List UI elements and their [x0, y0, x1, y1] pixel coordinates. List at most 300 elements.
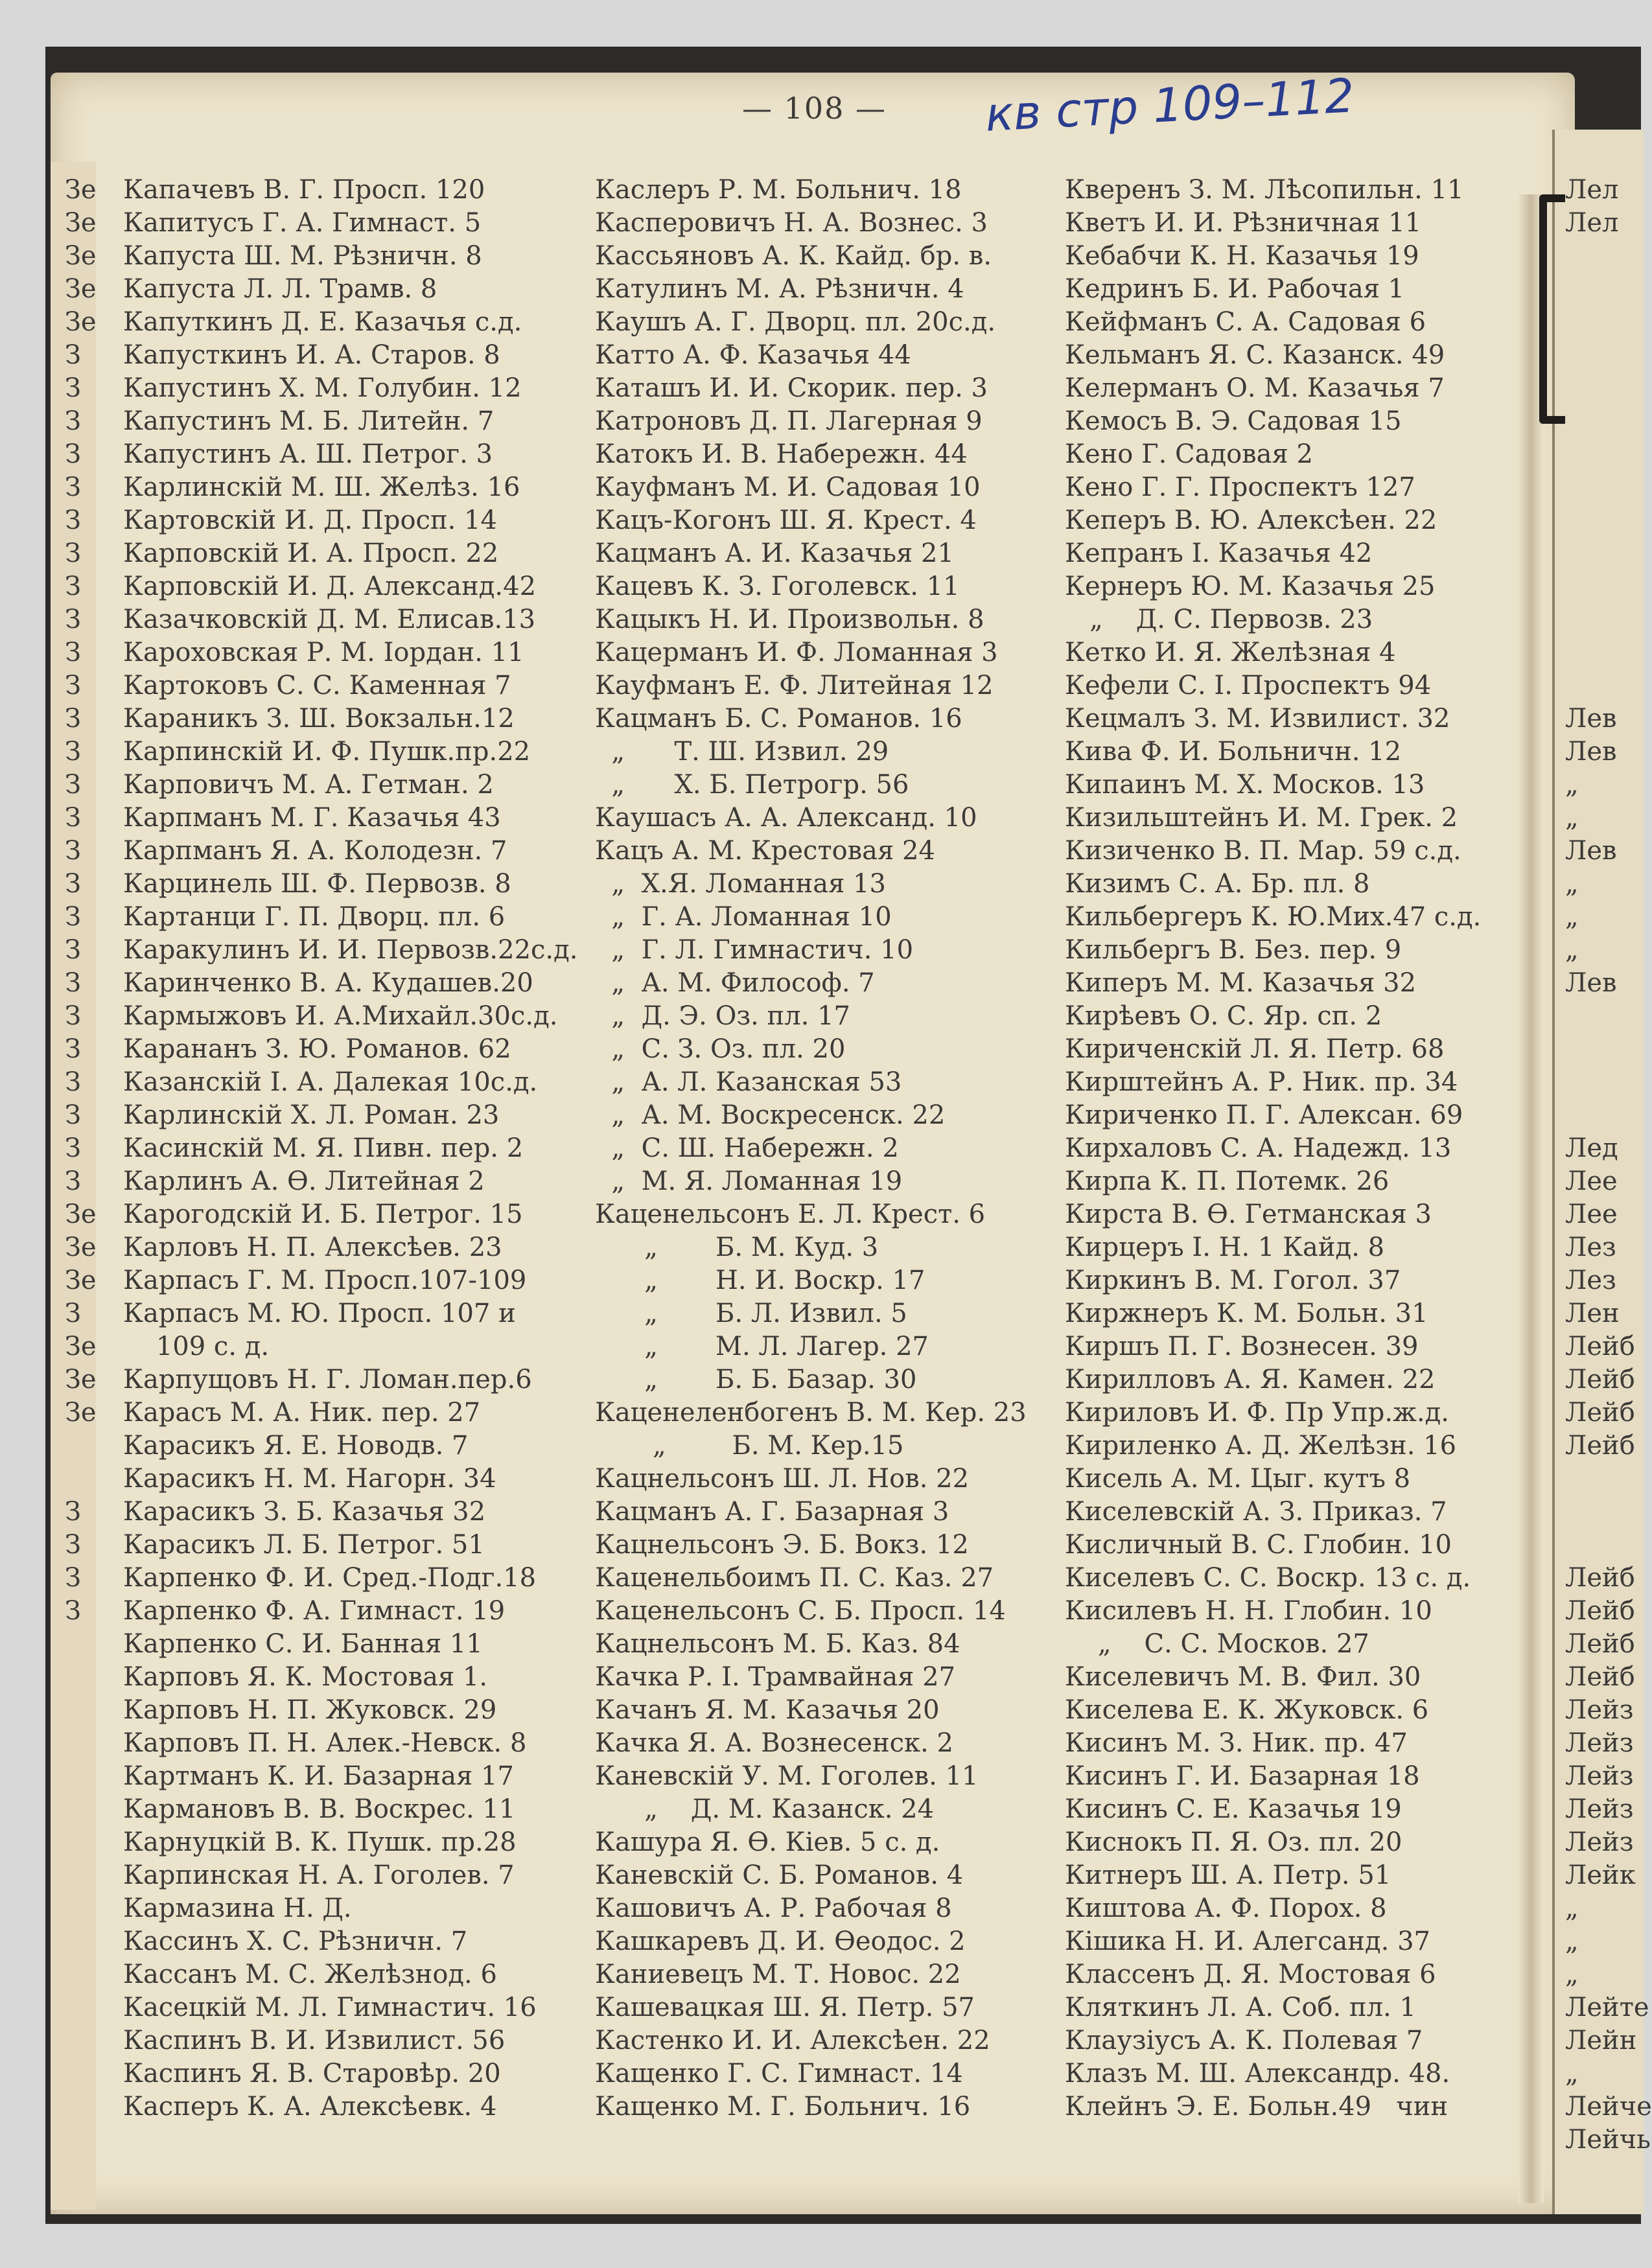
- left-margin-fragments: [65, 174, 104, 2090]
- margin-fragment: Зе: [65, 208, 97, 238]
- directory-entry: Карповъ Н. П. Жуковск. 29: [123, 1695, 497, 1725]
- margin-fragment: З: [65, 340, 81, 370]
- directory-entry: Кащенко М. Г. Больнич. 16: [595, 2092, 971, 2122]
- directory-entry: Кацнельсонъ М. Б. Каз. 84: [595, 1629, 960, 1659]
- directory-entry: 109 с. д.: [123, 1332, 270, 1361]
- margin-fragment: [1565, 636, 1641, 669]
- directory-entry: Кириченко П. Г. Алексан. 69: [1065, 1100, 1463, 1130]
- directory-entry: Кацыкъ Н. И. Произвольн. 8: [595, 605, 984, 634]
- directory-entry: Киперъ М. М. Казачья 32: [1065, 968, 1417, 998]
- directory-entry: Каташъ И. И. Скорик. пер. 3: [595, 373, 988, 403]
- directory-entry: Клаузіусъ А. К. Полевая 7: [1065, 2026, 1423, 2055]
- margin-fragment: Лейб: [1565, 1332, 1635, 1361]
- directory-entry: Кириловъ И. Ф. Пр Упр.ж.д.: [1065, 1398, 1449, 1428]
- directory-entry: Кеперъ В. Ю. Алексѣен. 22: [1065, 505, 1437, 535]
- margin-fragment: Лее: [1565, 1166, 1618, 1196]
- directory-entry: Качанъ Я. М. Казачья 20: [595, 1695, 940, 1725]
- margin-fragment: „: [1565, 1893, 1579, 1923]
- directory-entry: Карасикъ Л. Б. Петрог. 51: [123, 1530, 485, 1560]
- directory-entry: Кацерманъ И. Ф. Ломанная 3: [595, 638, 998, 667]
- directory-entry: Кирпа К. П. Потемк. 26: [1065, 1166, 1390, 1196]
- directory-entry: Клазъ М. Ш. Александр. 48.: [1065, 2059, 1450, 2089]
- directory-entry: Кирста В. Ѳ. Гетманская 3: [1065, 1199, 1432, 1229]
- directory-entry: Кветъ И. И. Рѣзничная 11: [1065, 208, 1422, 238]
- directory-entry: Карпенко Ф. А. Гимнаст. 19: [123, 1596, 506, 1626]
- directory-entry: Кирцеръ І. Н. 1 Кайд. 8: [1065, 1232, 1385, 1262]
- directory-entry: „ Б. Б. Базар. 30: [595, 1365, 917, 1394]
- directory-entry: Киселевъ С. С. Воскр. 13 с. д.: [1065, 1563, 1471, 1593]
- directory-entry: „ М. Я. Ломанная 19: [595, 1166, 903, 1196]
- directory-entry: „ Б. Л. Извил. 5: [595, 1299, 907, 1328]
- margin-fragment: [65, 1991, 104, 2024]
- directory-entry: Капуткинъ Д. Е. Казачья с.д.: [123, 307, 522, 337]
- directory-entry: „ Г. А. Ломанная 10: [595, 902, 892, 932]
- directory-entry: Кисличный В. С. Глобин. 10: [1065, 1530, 1452, 1560]
- directory-column-1: [123, 174, 583, 2123]
- directory-entry: Каспинъ Я. В. Старовѣр. 20: [123, 2059, 501, 2089]
- margin-fragment: З: [65, 1166, 81, 1196]
- margin-fragment: [65, 1793, 104, 1826]
- directory-entry: Карасикъ З. Б. Казачья 32: [123, 1497, 486, 1527]
- margin-fragment: Лейн: [1565, 2026, 1637, 2055]
- directory-entry: Карпманъ М. Г. Казачья 43: [123, 803, 501, 833]
- margin-fragment: З: [65, 406, 81, 436]
- margin-fragment: [65, 1727, 104, 1760]
- margin-fragment: Зе: [65, 1232, 97, 1262]
- margin-fragment: З: [65, 704, 81, 734]
- margin-fragment: Лейб: [1565, 1563, 1635, 1593]
- directory-entry: Кашкаревъ Д. И. Ѳеодос. 2: [595, 1927, 966, 1956]
- margin-fragment: [1565, 438, 1641, 471]
- directory-entry: Китнеръ Ш. А. Петр. 51: [1065, 1860, 1391, 1890]
- directory-entry: Кауфманъ М. И. Садовая 10: [595, 472, 981, 502]
- margin-fragment: [1565, 405, 1641, 438]
- directory-entry: Катулинъ М. А. Рѣзничн. 4: [595, 274, 964, 304]
- directory-entry: Картманъ К. И. Базарная 17: [123, 1761, 514, 1791]
- margin-fragment: [65, 1429, 104, 1463]
- margin-fragment: Лейб: [1565, 1431, 1635, 1461]
- margin-fragment: З: [65, 505, 81, 535]
- directory-entry: Кирѣевъ О. С. Яр. сп. 2: [1065, 1001, 1382, 1031]
- directory-entry: Каценеленбогенъ В. М. Кер. 23: [595, 1398, 1027, 1428]
- margin-fragment: Лейз: [1565, 1695, 1634, 1725]
- margin-fragment: З: [65, 1563, 81, 1593]
- directory-entry: Кацевъ К. З. Гоголевск. 11: [595, 572, 960, 601]
- margin-fragment: З: [65, 1299, 81, 1328]
- margin-fragment: З: [65, 902, 81, 932]
- directory-entry: Кашура Я. Ѳ. Кіев. 5 с. д.: [595, 1827, 940, 1857]
- directory-entry: Кисинъ Г. И. Базарная 18: [1065, 1761, 1420, 1791]
- directory-entry: Катто А. Ф. Казачья 44: [595, 340, 911, 370]
- directory-entry: Кацнельсонъ Ш. Л. Нов. 22: [595, 1464, 970, 1494]
- directory-entry: Кемосъ В. Э. Садовая 15: [1065, 406, 1402, 436]
- margin-fragment: З: [65, 836, 81, 866]
- directory-entry: Кацманъ Б. С. Романов. 16: [595, 704, 962, 734]
- margin-fragment: [65, 2057, 104, 2090]
- directory-entry: Кизильштейнъ И. М. Грек. 2: [1065, 803, 1458, 833]
- margin-fragment: Зе: [65, 1199, 97, 1229]
- margin-fragment: [1565, 1529, 1641, 1562]
- directory-entry: Каушъ А. Г. Дворц. пл. 20с.д.: [595, 307, 996, 337]
- margin-fragment: З: [65, 538, 81, 568]
- directory-entry: Казанскій І. А. Далекая 10с.д.: [123, 1067, 538, 1097]
- directory-entry: Карпенко Ф. И. Сред.-Подг.18: [123, 1563, 537, 1593]
- directory-entry: Карпасъ М. Ю. Просп. 107 и: [123, 1299, 516, 1328]
- margin-fragment: З: [65, 605, 81, 634]
- directory-entry: Киселева Е. К. Жуковск. 6: [1065, 1695, 1429, 1725]
- directory-entry: Каспинъ В. И. Извилист. 56: [123, 2026, 506, 2055]
- margin-fragment: З: [65, 935, 81, 965]
- directory-entry: Карнуцкій В. К. Пушк. пр.28: [123, 1827, 517, 1857]
- directory-entry: Карповскій И. Д. Александ.42: [123, 572, 537, 601]
- directory-entry: Каценельсонъ Е. Л. Крест. 6: [595, 1199, 986, 1229]
- directory-entry: Кетко И. Я. Желѣзная 4: [1065, 638, 1396, 667]
- directory-entry: Касецкій М. Л. Гимнастич. 16: [123, 1993, 537, 2022]
- margin-fragment: [65, 1661, 104, 1694]
- directory-entry: Казачковскій Д. М. Елисав.13: [123, 605, 536, 634]
- directory-entry: Каушасъ А. А. Александ. 10: [595, 803, 977, 833]
- directory-entry: Капуста Л. Л. Трамв. 8: [123, 274, 437, 304]
- directory-entry: „ Б. М. Куд. 3: [595, 1232, 879, 1262]
- margin-fragment: [1565, 669, 1641, 702]
- directory-entry: Капустинъ А. Ш. Петрог. 3: [123, 439, 493, 469]
- directory-entry: Капустинъ М. Б. Литейн. 7: [123, 406, 494, 436]
- margin-fragment: Лез: [1565, 1232, 1616, 1262]
- margin-fragment: З: [65, 770, 81, 800]
- directory-entry: Каслеръ Р. М. Больнич. 18: [595, 175, 962, 205]
- margin-fragment: [65, 2024, 104, 2057]
- directory-entry: Катроновъ Д. П. Лагерная 9: [595, 406, 983, 436]
- margin-fragment: [1565, 537, 1641, 570]
- margin-fragment: З: [65, 1034, 81, 1064]
- directory-entry: Кастенко И. И. Алексѣен. 22: [595, 2026, 990, 2055]
- margin-fragment: „: [1565, 770, 1579, 800]
- directory-entry: Келерманъ О. М. Казачья 7: [1065, 373, 1445, 403]
- margin-fragment: [1565, 603, 1641, 636]
- margin-fragment: З: [65, 439, 81, 469]
- margin-fragment: Зе: [65, 1332, 97, 1361]
- directory-entry: Кацъ-Когонъ Ш. Я. Крест. 4: [595, 505, 977, 535]
- directory-entry: Каниевецъ М. Т. Новос. 22: [595, 1960, 961, 1989]
- directory-entry: Карлинъ А. Ѳ. Литейная 2: [123, 1166, 485, 1196]
- margin-fragment: Лев: [1565, 704, 1617, 734]
- margin-fragment: Лев: [1565, 836, 1617, 866]
- margin-fragment: Лейб: [1565, 1365, 1635, 1394]
- margin-fragment: „: [1565, 2059, 1579, 2089]
- directory-entry: Киркинъ В. М. Гогол. 37: [1065, 1266, 1401, 1295]
- directory-entry: Каневскій С. Б. Романов. 4: [595, 1860, 964, 1890]
- directory-entry: Капусткинъ И. А. Старов. 8: [123, 340, 500, 370]
- directory-entry: Кацманъ А. И. Казачья 21: [595, 538, 954, 568]
- margin-fragment: Зе: [65, 1365, 97, 1394]
- directory-entry: Карасикъ Н. М. Нагорн. 34: [123, 1464, 496, 1494]
- margin-fragment: Лел: [1565, 208, 1619, 238]
- directory-entry: „ Х. Б. Петрогр. 56: [595, 770, 909, 800]
- directory-entry: Кассинъ Х. С. Рѣзничн. 7: [123, 1927, 468, 1956]
- directory-entry: Кацъ А. М. Крестовая 24: [595, 836, 935, 866]
- margin-fragment: [65, 1925, 104, 1958]
- directory-entry: Карпущовъ Н. Г. Ломан.пер.6: [123, 1365, 532, 1394]
- page-number: — 108 —: [742, 91, 887, 126]
- margin-fragment: [65, 1826, 104, 1859]
- directory-entry: Кисилевъ Н. Н. Глобин. 10: [1065, 1596, 1432, 1626]
- margin-fragment: З: [65, 1001, 81, 1031]
- directory-entry: Карлинскій Х. Л. Роман. 23: [123, 1100, 500, 1130]
- directory-entry: Кверенъ З. М. Лѣсопильн. 11: [1065, 175, 1464, 205]
- directory-entry: „ Д. Э. Оз. пл. 17: [595, 1001, 851, 1031]
- directory-entry: Карповичъ М. А. Гетман. 2: [123, 770, 494, 800]
- directory-entry: Киселевскій А. З. Приказ. 7: [1065, 1497, 1447, 1527]
- directory-entry: Карповскій И. А. Просп. 22: [123, 538, 499, 568]
- handwritten-annotation: кв стр 109–112: [984, 68, 1356, 142]
- margin-fragment: Лейз: [1565, 1761, 1634, 1791]
- directory-entry: Киржнеръ К. М. Больн. 31: [1065, 1299, 1428, 1328]
- directory-entry: Кедринъ Б. И. Рабочая 1: [1065, 274, 1405, 304]
- margin-fragment: „: [1565, 935, 1579, 965]
- directory-entry: Кароховская Р. М. Іордан. 11: [123, 638, 524, 667]
- directory-entry: Касинскій М. Я. Пивн. пер. 2: [123, 1133, 524, 1163]
- margin-fragment: Лев: [1565, 737, 1617, 767]
- directory-entry: Карпенко С. И. Банная 11: [123, 1629, 483, 1659]
- directory-entry: Картоковъ С. С. Каменная 7: [123, 671, 511, 700]
- margin-fragment: [1565, 1496, 1641, 1529]
- margin-fragment: Лейчь: [1565, 2125, 1651, 2155]
- directory-entry: Карасикъ Я. Е. Новодв. 7: [123, 1431, 469, 1461]
- directory-entry: Кішика Н. И. Алегсанд. 37: [1065, 1927, 1430, 1956]
- directory-entry: Кирилловъ А. Я. Камен. 22: [1065, 1365, 1436, 1394]
- directory-entry: Кепранъ І. Казачья 42: [1065, 538, 1373, 568]
- directory-entry: Киштова А. Ф. Порох. 8: [1065, 1893, 1387, 1923]
- margin-fragment: З: [65, 1133, 81, 1163]
- margin-fragment: Лейз: [1565, 1794, 1634, 1824]
- directory-entry: Кармыжовъ И. А.Михайл.30с.д.: [123, 1001, 558, 1031]
- directory-entry: Кено Г. Садовая 2: [1065, 439, 1313, 469]
- directory-entry: „ Д. С. Первозв. 23: [1065, 605, 1373, 634]
- margin-fragment: З: [65, 1067, 81, 1097]
- margin-fragment: „: [1565, 869, 1579, 899]
- directory-entry: Кернеръ Ю. М. Казачья 25: [1065, 572, 1436, 601]
- margin-fragment: [1565, 372, 1641, 405]
- directory-entry: Каценельбоимъ П. С. Каз. 27: [595, 1563, 994, 1593]
- directory-entry: Кармазина Н. Д.: [123, 1893, 352, 1923]
- directory-entry: „ Г. Л. Гимнастич. 10: [595, 935, 914, 965]
- margin-fragment: [1565, 504, 1641, 537]
- directory-entry: Кисель А. М. Цыг. кутъ 8: [1065, 1464, 1411, 1494]
- directory-entry: Кирштейнъ А. Р. Ник. пр. 34: [1065, 1067, 1458, 1097]
- margin-fragment: З: [65, 572, 81, 601]
- directory-entry: Киснокъ П. Я. Оз. пл. 20: [1065, 1827, 1402, 1857]
- directory-entry: Каракулинъ И. И. Первозв.22с.д.: [123, 935, 578, 965]
- directory-entry: Кирхаловъ С. А. Надежд. 13: [1065, 1133, 1452, 1163]
- directory-entry: Кассьяновъ А. К. Кайд. бр. в.: [595, 241, 992, 271]
- directory-entry: Карпманъ Я. А. Колодезн. 7: [123, 836, 507, 866]
- directory-entry: Киршъ П. Г. Вознесен. 39: [1065, 1332, 1419, 1361]
- directory-entry: Карпасъ Г. М. Просп.107-109: [123, 1266, 527, 1295]
- margin-fragment: З: [65, 737, 81, 767]
- margin-fragment: Лед: [1565, 1133, 1618, 1163]
- directory-entry: Кириленко А. Д. Желѣзн. 16: [1065, 1431, 1457, 1461]
- directory-entry: Каринченко В. А. Кудашев.20: [123, 968, 533, 998]
- directory-entry: Кацманъ А. Г. Базарная 3: [595, 1497, 949, 1527]
- directory-entry: Кацнельсонъ Э. Б. Вокз. 12: [595, 1530, 969, 1560]
- margin-fragment: Лев: [1565, 968, 1617, 998]
- margin-fragment: Зе: [65, 241, 97, 271]
- margin-fragment: [1565, 570, 1641, 603]
- margin-fragment: Лее: [1565, 1199, 1618, 1229]
- margin-fragment: Лейб: [1565, 1629, 1635, 1659]
- directory-entry: „ Х.Я. Ломанная 13: [595, 869, 886, 899]
- margin-fragment: Лейз: [1565, 1728, 1634, 1758]
- margin-fragment: [1565, 240, 1641, 273]
- directory-entry: Капитусъ Г. А. Гимнаст. 5: [123, 208, 482, 238]
- directory-entry: Кильбергеръ К. Ю.Мих.47 с.д.: [1065, 902, 1482, 932]
- directory-entry: Кисинъ М. З. Ник. пр. 47: [1065, 1728, 1408, 1758]
- directory-entry: Кельманъ Я. С. Казанск. 49: [1065, 340, 1445, 370]
- margin-fragment: Лейк: [1565, 1860, 1636, 1890]
- margin-fragment: Лейб: [1565, 1596, 1635, 1626]
- directory-entry: Карповъ П. Н. Алек.-Невск. 8: [123, 1728, 527, 1758]
- directory-entry: „ М. Л. Лагер. 27: [595, 1332, 929, 1361]
- margin-fragment: З: [65, 1497, 81, 1527]
- margin-fragment: Лейб: [1565, 1398, 1635, 1428]
- margin-fragment: Зе: [65, 307, 97, 337]
- directory-entry: „ А. М. Философ. 7: [595, 968, 875, 998]
- directory-entry: Кириченскій Л. Я. Петр. 68: [1065, 1034, 1445, 1064]
- margin-fragment: Лен: [1565, 1299, 1620, 1328]
- directory-entry: Карповъ Я. К. Мостовая 1.: [123, 1662, 488, 1692]
- directory-entry: Киселевичъ М. В. Фил. 30: [1065, 1662, 1421, 1692]
- directory-entry: „ Н. И. Воскр. 17: [595, 1266, 925, 1295]
- margin-fragment: З: [65, 472, 81, 502]
- directory-column-2: [595, 174, 1055, 2123]
- margin-fragment: [1565, 1463, 1641, 1496]
- margin-fragment: „: [1565, 803, 1579, 833]
- ink-bracket-mark: [1539, 194, 1565, 424]
- margin-fragment: [1565, 339, 1641, 372]
- right-margin-fragments: [1565, 174, 1652, 2157]
- directory-entry: Кильбергъ В. Без. пер. 9: [1065, 935, 1402, 965]
- directory-entry: Карогодскій И. Б. Петрог. 15: [123, 1199, 523, 1229]
- book-spine: [1518, 194, 1544, 2203]
- margin-fragment: З: [65, 1596, 81, 1626]
- margin-fragment: Зе: [65, 1398, 97, 1428]
- directory-entry: Кашовичъ А. Р. Рабочая 8: [595, 1893, 952, 1923]
- directory-entry: Карцинель Ш. Ф. Первозв. 8: [123, 869, 511, 899]
- directory-entry: Капуста Ш. М. Рѣзничн. 8: [123, 241, 482, 271]
- margin-fragment: „: [1565, 1927, 1579, 1956]
- directory-entry: „ А. Л. Казанская 53: [595, 1067, 902, 1097]
- margin-fragment: [65, 1958, 104, 1991]
- directory-entry: Карананъ З. Ю. Романов. 62: [123, 1034, 511, 1064]
- margin-fragment: [1565, 1099, 1641, 1132]
- margin-fragment: [65, 1628, 104, 1661]
- margin-fragment: [1565, 306, 1641, 339]
- margin-fragment: З: [65, 638, 81, 667]
- directory-entry: Кисинъ С. Е. Казачья 19: [1065, 1794, 1402, 1824]
- directory-entry: Кашевацкая Ш. Я. Петр. 57: [595, 1993, 975, 2022]
- margin-fragment: [65, 1760, 104, 1793]
- margin-fragment: „: [1565, 902, 1579, 932]
- directory-entry: „ Б. М. Кер.15: [595, 1431, 904, 1461]
- margin-fragment: [1565, 273, 1641, 306]
- margin-fragment: З: [65, 671, 81, 700]
- margin-fragment: [65, 1463, 104, 1496]
- directory-entry: Кебабчи К. Н. Казачья 19: [1065, 241, 1419, 271]
- margin-fragment: [1565, 471, 1641, 504]
- margin-fragment: [65, 1694, 104, 1727]
- directory-entry: Картовскій И. Д. Просп. 14: [123, 505, 497, 535]
- directory-entry: Кизимъ С. А. Бр. пл. 8: [1065, 869, 1370, 899]
- directory-entry: Катокъ И. В. Набережн. 44: [595, 439, 968, 469]
- directory-entry: „ Т. Ш. Извил. 29: [595, 737, 889, 767]
- directory-entry: Кащенко Г. С. Гимнаст. 14: [595, 2059, 963, 2089]
- margin-fragment: Зе: [65, 175, 97, 205]
- directory-entry: Капачевъ В. Г. Просп. 120: [123, 175, 485, 205]
- margin-fragment: [65, 1892, 104, 1925]
- margin-fragment: З: [65, 1100, 81, 1130]
- margin-fragment: Лейте: [1565, 1993, 1649, 2022]
- margin-fragment: Лейз: [1565, 1827, 1634, 1857]
- directory-entry: Капустинъ Х. М. Голубин. 12: [123, 373, 522, 403]
- margin-fragment: [1565, 1033, 1641, 1066]
- margin-fragment: З: [65, 968, 81, 998]
- directory-entry: „ Д. М. Казанск. 24: [595, 1794, 935, 1824]
- directory-entry: Классенъ Д. Я. Мостовая 6: [1065, 1960, 1436, 1989]
- margin-fragment: З: [65, 373, 81, 403]
- directory-entry: Кляткинъ Л. А. Соб. пл. 1: [1065, 1993, 1416, 2022]
- directory-entry: Качка Я. А. Вознесенск. 2: [595, 1728, 953, 1758]
- margin-fragment: Лел: [1565, 175, 1619, 205]
- margin-fragment: Зе: [65, 1266, 97, 1295]
- directory-entry: Карасъ М. А. Ник. пер. 27: [123, 1398, 481, 1428]
- directory-entry: Каневскій У. М. Гоголев. 11: [595, 1761, 979, 1791]
- margin-fragment: Лейче: [1565, 2092, 1652, 2122]
- directory-entry: Кецмалъ З. М. Извилист. 32: [1065, 704, 1450, 734]
- margin-fragment: З: [65, 1530, 81, 1560]
- directory-entry: Кива Ф. И. Больничн. 12: [1065, 737, 1402, 767]
- directory-entry: Клейнъ Э. Е. Больн.49 чин: [1065, 2092, 1448, 2122]
- directory-entry: Качка Р. І. Трамвайная 27: [595, 1662, 956, 1692]
- directory-entry: Кейфманъ С. А. Садовая 6: [1065, 307, 1426, 337]
- directory-entry: Карлинскій М. Ш. Желѣз. 16: [123, 472, 520, 502]
- directory-entry: Карловъ Н. П. Алексѣев. 23: [123, 1232, 502, 1262]
- directory-entry: Караникъ З. Ш. Вокзальн.12: [123, 704, 515, 734]
- directory-entry: Картанци Г. П. Дворц. пл. 6: [123, 902, 506, 932]
- directory-entry: Карпинская Н. А. Гоголев. 7: [123, 1860, 515, 1890]
- directory-entry: „ С. Ш. Набережн. 2: [595, 1133, 899, 1163]
- margin-fragment: Лез: [1565, 1266, 1616, 1295]
- directory-entry: Кено Г. Г. Проспектъ 127: [1065, 472, 1415, 502]
- margin-fragment: Зе: [65, 274, 97, 304]
- directory-entry: „ С. С. Москов. 27: [1065, 1629, 1369, 1659]
- directory-entry: „ С. З. Оз. пл. 20: [595, 1034, 846, 1064]
- margin-fragment: [1565, 1066, 1641, 1099]
- directory-entry: Касперовичъ Н. А. Вознес. 3: [595, 208, 988, 238]
- margin-fragment: „: [1565, 1960, 1579, 1989]
- directory-entry: Каценельсонъ С. Б. Просп. 14: [595, 1596, 1006, 1626]
- margin-fragment: [1565, 1000, 1641, 1033]
- directory-entry: Кассанъ М. С. Желѣзнод. 6: [123, 1960, 497, 1989]
- directory-entry: Касперъ К. А. Алексѣевк. 4: [123, 2092, 497, 2122]
- directory-entry: Карпинскій И. Ф. Пушк.пр.22: [123, 737, 531, 767]
- directory-entry: „ А. М. Воскресенск. 22: [595, 1100, 946, 1130]
- margin-fragment: [65, 1859, 104, 1892]
- directory-entry: Кармановъ В. В. Воскрес. 11: [123, 1794, 516, 1824]
- directory-entry: Кауфманъ Е. Ф. Литейная 12: [595, 671, 994, 700]
- directory-column-3: [1065, 174, 1518, 2123]
- directory-entry: Кипаинъ М. Х. Москов. 13: [1065, 770, 1425, 800]
- directory-entry: Кефели С. І. Проспектъ 94: [1065, 671, 1432, 700]
